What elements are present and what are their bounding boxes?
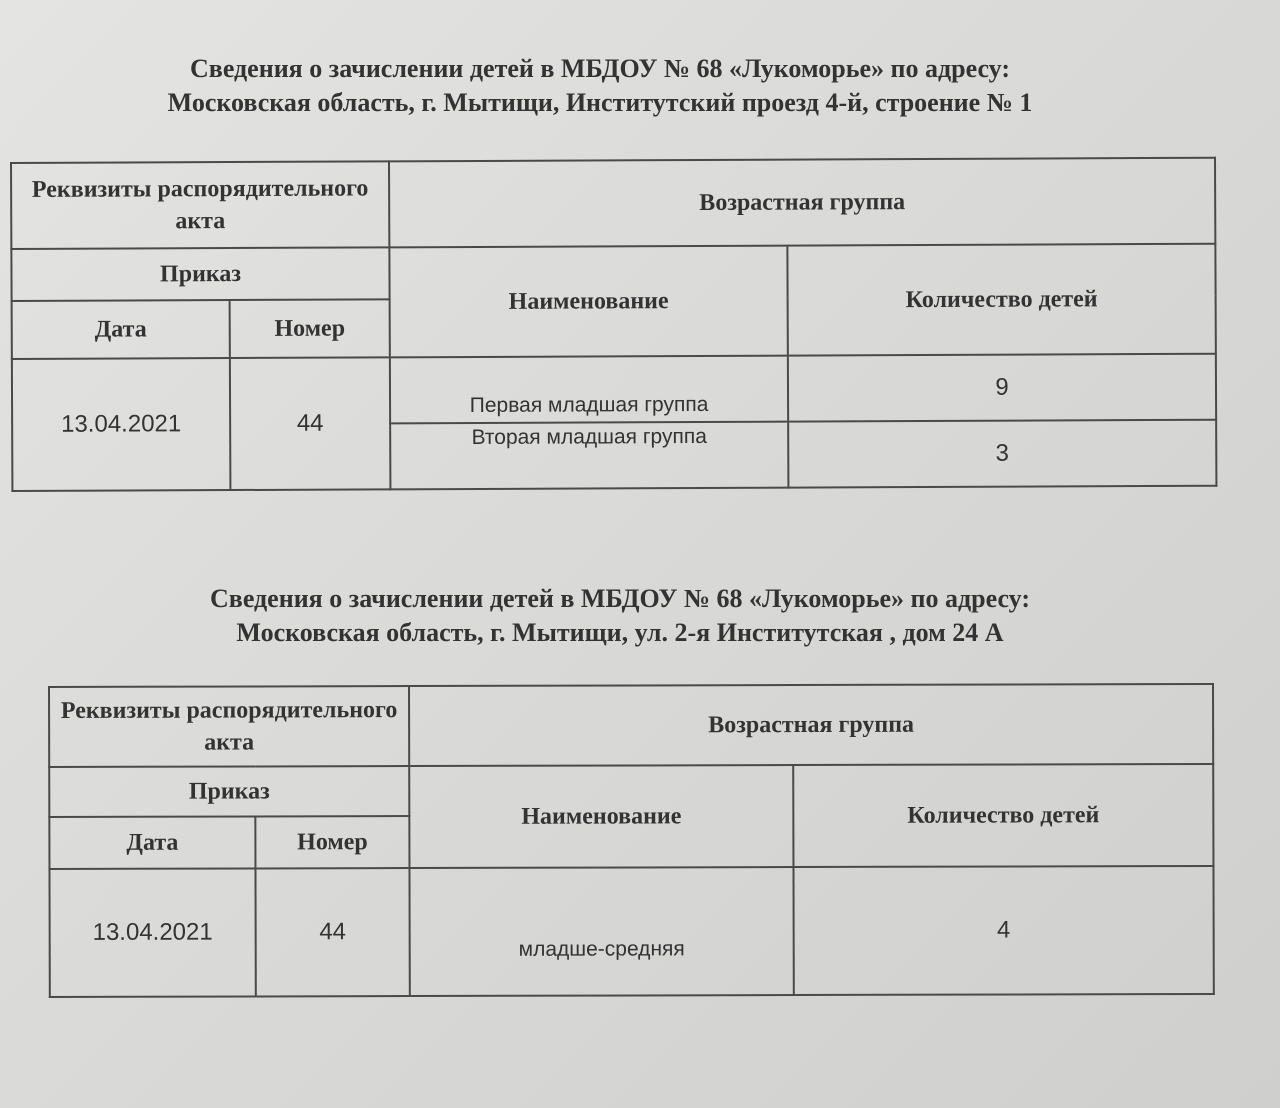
section-2-heading [30, 582, 1210, 650]
section-2-heading-line-2: Московская область, г. Мытищи, ул. 2-я Институтская , дом 24 А [236, 618, 1004, 647]
header-children-count: Количество детей [787, 244, 1215, 356]
order-number: 44 [230, 357, 391, 490]
section-1-heading-line-1: Сведения о зачислении детей в МБДОУ № 68 «Лукоморье» по адресу: [190, 54, 1010, 83]
header-act-details: Реквизиты распорядительного акта [49, 686, 409, 767]
header-act-details: Реквизиты распорядительного акта [11, 161, 389, 249]
group-children-count: 3 [788, 420, 1216, 488]
header-date: Дата [12, 300, 230, 359]
group-children-count: 4 [793, 866, 1213, 995]
section-2-heading-line-1: Сведения о зачислении детей в МБДОУ № 68 «Лукоморье» по адресу: [210, 584, 1030, 613]
header-date: Дата [49, 816, 255, 869]
order-date: 13.04.2021 [12, 358, 231, 491]
header-name: Наименование [409, 765, 793, 868]
header-order: Приказ [11, 247, 389, 301]
header-name: Наименование [389, 246, 787, 358]
order-number: 44 [255, 868, 409, 996]
header-age-group: Возрастная группа [389, 158, 1215, 248]
enrollment-table-1 [10, 157, 1217, 492]
header-order: Приказ [49, 766, 409, 817]
section-1-heading-line-2: Московская область, г. Мытищи, Институтский проезд 4-й, строение № 1 [167, 88, 1033, 117]
group-name: Вторая младшая группа [390, 422, 788, 490]
header-children-count: Количество детей [793, 764, 1213, 867]
header-number: Номер [255, 816, 409, 868]
enrollment-table-2 [48, 683, 1215, 998]
group-children-count: 9 [788, 354, 1216, 422]
header-age-group: Возрастная группа [409, 684, 1213, 766]
header-number: Номер [230, 299, 390, 358]
group-name: младше-средняя [409, 867, 793, 996]
order-date: 13.04.2021 [49, 868, 255, 997]
group-name: Первая младшая группа [390, 356, 788, 424]
section-1-heading [0, 52, 1200, 120]
